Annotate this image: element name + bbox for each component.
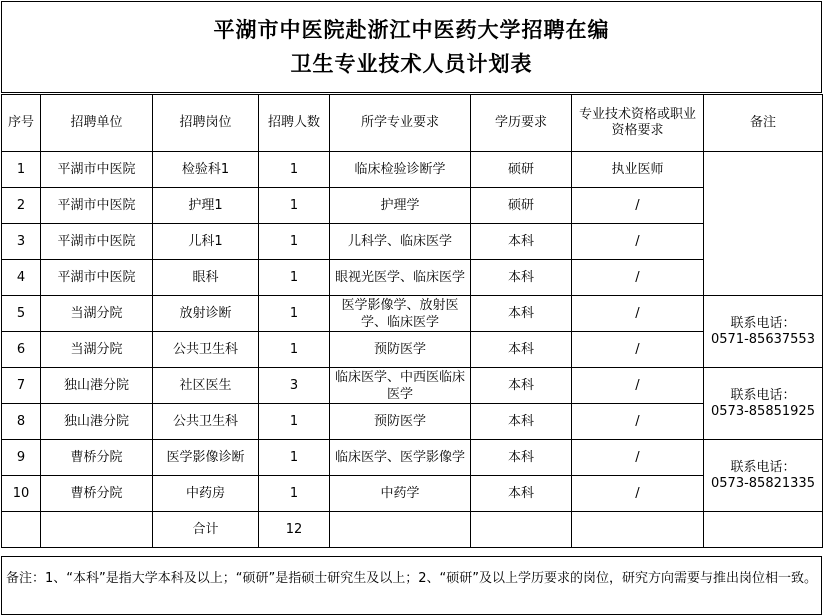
cell-position: 放射诊断 <box>153 296 259 332</box>
header-cell: 招聘岗位 <box>153 95 259 152</box>
cell-no: 2 <box>2 188 41 224</box>
cell-major: 预防医学 <box>330 332 471 368</box>
cell-unit: 曹桥分院 <box>41 440 153 476</box>
total-row <box>2 512 823 548</box>
cell-qual: / <box>572 440 704 476</box>
title-block <box>1 1 822 93</box>
cell-position: 儿科1 <box>153 224 259 260</box>
cell-qual: / <box>572 332 704 368</box>
table-row <box>2 332 823 368</box>
contact-label: 联系电话： <box>730 315 796 331</box>
total-value: 12 <box>259 512 330 548</box>
cell-qual: 执业医师 <box>572 152 704 188</box>
header-cell: 招聘人数 <box>259 95 330 152</box>
cell-no: 4 <box>2 260 41 296</box>
footnote: 备注：1、“本科”是指大学本科及以上；“硕研”是指硕士研究生及以上；2、“硕研”及以上学历要求的岗位，研究方向需要与推出岗位相一致。 <box>1 556 822 615</box>
cell-edu: 硕研 <box>471 188 572 224</box>
cell-remark-contact <box>704 368 823 440</box>
cell-edu: 本科 <box>471 368 572 404</box>
cell-unit: 平湖市中医院 <box>41 188 153 224</box>
cell-count: 1 <box>259 260 330 296</box>
cell-no: 10 <box>2 476 41 512</box>
cell-unit: 独山港分院 <box>41 404 153 440</box>
cell-edu: 硕研 <box>471 152 572 188</box>
cell-empty <box>704 512 823 548</box>
header-row <box>2 95 823 152</box>
cell-major: 医学影像学、放射医学、临床医学 <box>330 296 471 332</box>
cell-position: 医学影像诊断 <box>153 440 259 476</box>
header-cell: 专业技术资格或职业资格要求 <box>572 95 704 152</box>
cell-major: 临床检验诊断学 <box>330 152 471 188</box>
recruitment-plan-table <box>1 94 823 548</box>
cell-unit: 平湖市中医院 <box>41 152 153 188</box>
cell-major: 预防医学 <box>330 404 471 440</box>
cell-no: 5 <box>2 296 41 332</box>
cell-qual: / <box>572 296 704 332</box>
table-row <box>2 476 823 512</box>
cell-empty <box>471 512 572 548</box>
cell-count: 1 <box>259 404 330 440</box>
cell-edu: 本科 <box>471 260 572 296</box>
header-cell: 所学专业要求 <box>330 95 471 152</box>
cell-qual: / <box>572 188 704 224</box>
contact-phone: 0571-85637553 <box>711 331 815 347</box>
table-row <box>2 188 823 224</box>
cell-empty <box>2 512 41 548</box>
cell-position: 眼科 <box>153 260 259 296</box>
cell-major: 眼视光医学、临床医学 <box>330 260 471 296</box>
cell-remark-contact <box>704 440 823 512</box>
cell-edu: 本科 <box>471 404 572 440</box>
cell-remark-empty <box>704 152 823 296</box>
header-cell: 备注 <box>704 95 823 152</box>
cell-major: 临床医学、医学影像学 <box>330 440 471 476</box>
contact-label: 联系电话： <box>730 387 796 403</box>
contact-phone: 0573-85821335 <box>711 475 815 491</box>
cell-empty <box>572 512 704 548</box>
cell-no: 6 <box>2 332 41 368</box>
cell-empty <box>330 512 471 548</box>
cell-count: 1 <box>259 224 330 260</box>
cell-count: 1 <box>259 296 330 332</box>
table-row <box>2 152 823 188</box>
cell-count: 1 <box>259 332 330 368</box>
cell-edu: 本科 <box>471 332 572 368</box>
header-cell: 学历要求 <box>471 95 572 152</box>
table-row <box>2 224 823 260</box>
cell-major: 儿科学、临床医学 <box>330 224 471 260</box>
cell-unit: 当湖分院 <box>41 296 153 332</box>
cell-count: 1 <box>259 440 330 476</box>
cell-position: 护理1 <box>153 188 259 224</box>
cell-no: 3 <box>2 224 41 260</box>
cell-count: 1 <box>259 152 330 188</box>
cell-qual: / <box>572 368 704 404</box>
cell-remark-contact <box>704 296 823 368</box>
header-cell: 序号 <box>2 95 41 152</box>
table-row <box>2 296 823 332</box>
cell-qual: / <box>572 404 704 440</box>
cell-no: 9 <box>2 440 41 476</box>
cell-edu: 本科 <box>471 224 572 260</box>
contact-label: 联系电话： <box>730 459 796 475</box>
cell-position: 公共卫生科 <box>153 332 259 368</box>
table-row <box>2 404 823 440</box>
cell-no: 7 <box>2 368 41 404</box>
cell-major: 中药学 <box>330 476 471 512</box>
title-line-1: 平湖市中医院赴浙江中医药大学招聘在编 <box>213 17 610 42</box>
cell-edu: 本科 <box>471 296 572 332</box>
cell-no: 1 <box>2 152 41 188</box>
cell-qual: / <box>572 260 704 296</box>
cell-empty <box>41 512 153 548</box>
cell-unit: 平湖市中医院 <box>41 224 153 260</box>
cell-unit: 曹桥分院 <box>41 476 153 512</box>
cell-position: 公共卫生科 <box>153 404 259 440</box>
total-label: 合计 <box>153 512 259 548</box>
table-row <box>2 440 823 476</box>
cell-count: 3 <box>259 368 330 404</box>
table-row <box>2 260 823 296</box>
table-row <box>2 368 823 404</box>
cell-edu: 本科 <box>471 440 572 476</box>
cell-unit: 当湖分院 <box>41 332 153 368</box>
cell-unit: 独山港分院 <box>41 368 153 404</box>
cell-major: 临床医学、中西医临床医学 <box>330 368 471 404</box>
cell-edu: 本科 <box>471 476 572 512</box>
contact-phone: 0573-85851925 <box>711 403 815 419</box>
cell-count: 1 <box>259 476 330 512</box>
header-cell: 招聘单位 <box>41 95 153 152</box>
cell-qual: / <box>572 224 704 260</box>
title-line-2: 卫生专业技术人员计划表 <box>290 51 533 76</box>
cell-qual: / <box>572 476 704 512</box>
cell-count: 1 <box>259 188 330 224</box>
cell-major: 护理学 <box>330 188 471 224</box>
cell-position: 社区医生 <box>153 368 259 404</box>
cell-no: 8 <box>2 404 41 440</box>
cell-position: 中药房 <box>153 476 259 512</box>
cell-position: 检验科1 <box>153 152 259 188</box>
cell-unit: 平湖市中医院 <box>41 260 153 296</box>
